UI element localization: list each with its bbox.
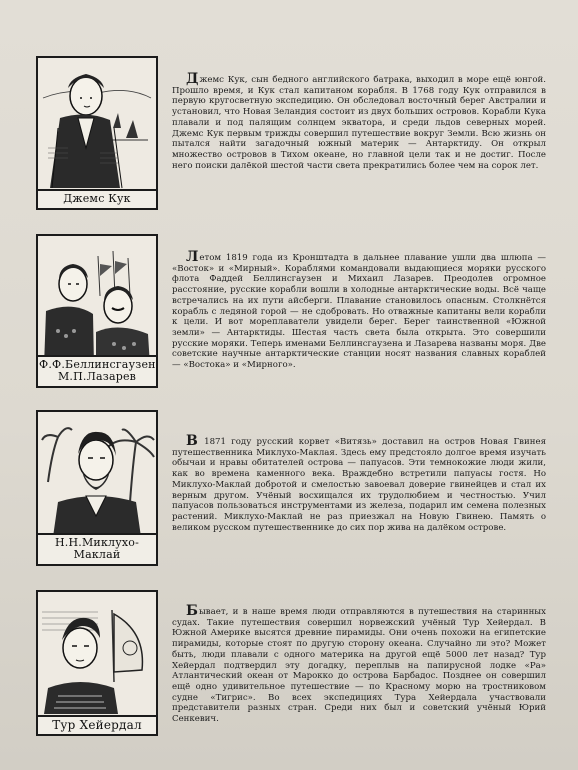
- portrait-bellingshausen-lazarev: [36, 234, 158, 388]
- caption-bellingshausen-lazarev: Ф.Ф.Беллинсгаузен М.П.Лазарев: [38, 355, 156, 386]
- portrait-cook: [36, 56, 158, 210]
- caption-heyerdahl: Тур Хейердал: [38, 715, 156, 734]
- caption-miklukho-maklai: Н.Н.Миклухо-Маклай: [38, 533, 156, 564]
- initial-bellingshausen-lazarev: Л: [186, 249, 199, 265]
- initial-cook: Д: [186, 71, 199, 87]
- portrait-heyerdahl: [36, 590, 158, 736]
- portrait-miklukho-maklai: [36, 410, 158, 566]
- initial-heyerdahl: Б: [186, 603, 198, 619]
- heyerdahl-engraving: [38, 592, 156, 734]
- body-cook: жемс Кук, сын бедного английского батрака, выходил в море ещё юнгой. Прошло время, и Кук стал капитаном корабля. В 1768 году Кук отправился в первую кругосветную экспедицию. Он обследовал восточный берег Австралии и установил, что Новая Зеландия состоит из двух больших островов. Корабли Кука плавали и под палящим солнцем экватора, и среди льдов северных морей. Джемс Кук первым трижды совершил путешествие вокруг Земли. Всю жизнь он пытался найти загадочный южный материк — Антарктиду. Он открыл множество островов в Тихом океане, но главной цели так и не достиг. После него поиски далёкой шестой части света прекратились более чем на сорок лет.: [172, 75, 546, 171]
- text-bellingshausen-lazarev: [172, 249, 546, 371]
- cook-engraving: [38, 58, 156, 208]
- initial-miklukho-maklai: В: [186, 433, 198, 449]
- body-heyerdahl: ывает, и в наше время люди отправляются в путешествия на старинных судах. Такие путешествия совершил норвежский учёный Тур Хейердал. В Южной Америке высятся древние пирамиды. Они очень похожи на египетские пирамиды, которые стоят по другую сторону океана. Случайно ли это? Может быть, люди плавали с одного материка на другой ещё 5000 лет назад? Тур Хейердал подтвердил эту догадку, переплыв на папирусной лодке «Ра» Атлантический океан от Марокко до острова Барбадос. Позднее он совершил ещё одно удивительное путешествие — по Красному морю на тростниковом судне «Тигрис». Во всех экспедициях Тура Хейердала участвовали представители разных стран. Среди них был и советский учёный Юрий Сенкевич.: [172, 607, 546, 725]
- caption-cook: Джемс Кук: [38, 189, 156, 208]
- text-heyerdahl: [172, 603, 546, 725]
- body-bellingshausen-lazarev: етом 1819 года из Кронштадта в дальнее плавание ушли два шлюпа — «Восток» и «Мирный». Кораблями командовали выдающиеся моряки русского флота Фаддей Беллинсгаузен и Михаил Лазарев. Преодолев огромное расстояние, русские корабли вошли в холодные антарктические воды. Всё чаще встречались на их пути айсберги. Плавание становилось опасным. Столкнётся корабль с ледяной горой — не сдобровать. Но отважные капитаны вели корабли к цели. И вот мореплаватели увидели берег. Берег таинственной «Южной земли» — Антарктиды. Шестая часть света была открыта. Это совершили русские моряки. Теперь именами Беллинсгаузена и Лазарева названы моря. Две советские научные антарктические станции носят названия славных кораблей — «Востока» и «Мирного».: [172, 253, 546, 371]
- body-miklukho-maklai: 1871 году русский корвет «Витязь» доставил на остров Новая Гвинея путешественника Миклухо-Маклая. Здесь ему предстояло долгое время изучать обычаи и нравы обитателей острова — папуасов. Эти темнокожие люди жили, как во времена каменного века. Враждебно встретили папуасы гостя. Но Миклухо-Маклай добротой и смелостью завоевал доверие гвинейцев и стал их верным другом. Учёный восхищался их трудолюбием и честностью. Учил папуасов пользоваться инструментами из железа, подарил им семена полезных растений. Миклухо-Маклай не раз приезжал на Новую Гвинею. Память о великом русском путешественнике до сих пор жива на далёком острове.: [172, 437, 546, 533]
- text-miklukho-maklai: [172, 433, 546, 533]
- text-cook: [172, 71, 546, 171]
